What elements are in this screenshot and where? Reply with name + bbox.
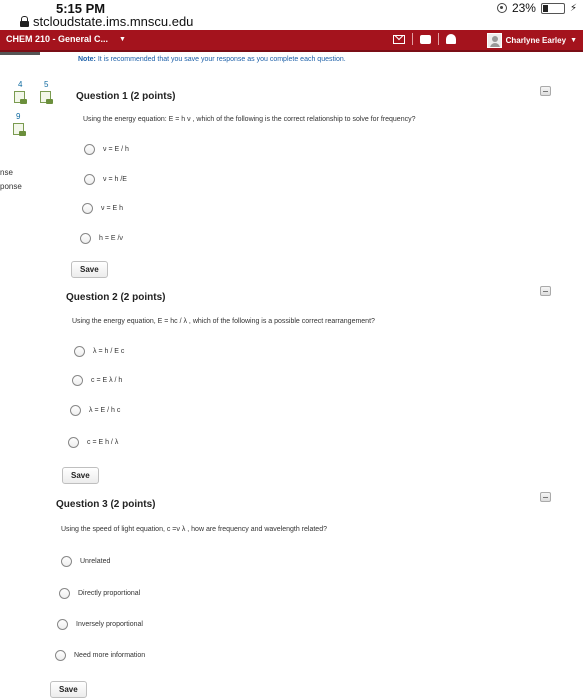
update-alerts-icon[interactable]: [446, 34, 456, 44]
option-label: λ = E / h c: [89, 407, 121, 414]
question-2-text: Using the energy equation, E = hc / λ , which of the following is a possible correct rearrangement?: [72, 318, 375, 325]
battery-percent: 23%: [511, 1, 536, 15]
question-1-option-3[interactable]: [82, 203, 123, 214]
question-3-option-1[interactable]: [61, 556, 110, 567]
app-header: [0, 30, 583, 52]
divider: [412, 33, 413, 45]
clock: 5:15 PM: [56, 1, 106, 16]
radio-button[interactable]: [55, 650, 66, 661]
question-nav-number[interactable]: 9: [16, 112, 21, 121]
charging-icon: ⚡: [569, 2, 577, 14]
question-title: Question 3: [56, 499, 108, 510]
url-text: stcloudstate.ims.mnscu.edu: [33, 14, 194, 29]
option-label: ν = E / h: [103, 146, 129, 153]
question-1-text: Using the energy equation: E = h ν , which of the following is the correct relationship to solve for frequency?: [83, 116, 416, 123]
question-points: (2 points): [130, 91, 176, 102]
radio-button[interactable]: [82, 203, 93, 214]
save-question-3-button[interactable]: Save: [50, 681, 87, 698]
option-label: c = E h / λ: [87, 439, 119, 446]
collapse-question-icon[interactable]: [540, 492, 551, 502]
radio-button[interactable]: [68, 437, 79, 448]
radio-button[interactable]: [70, 405, 81, 416]
user-name: Charlyne Earley: [505, 36, 567, 45]
subscription-alerts-icon[interactable]: [420, 35, 431, 44]
saved-question-icon[interactable]: [40, 91, 51, 103]
collapse-question-icon[interactable]: [540, 286, 551, 296]
header-icons: [393, 33, 456, 45]
question-points: (2 points): [120, 292, 166, 303]
question-3-option-2[interactable]: [59, 588, 140, 599]
saved-question-icon[interactable]: [14, 91, 25, 103]
radio-button[interactable]: [84, 144, 95, 155]
question-title: Question 2: [66, 292, 118, 303]
status-indicators: [497, 1, 577, 15]
save-note: [78, 56, 346, 63]
status-bar: [0, 0, 583, 28]
question-nav-number[interactable]: 5: [44, 80, 49, 89]
save-question-2-button[interactable]: Save: [62, 467, 99, 484]
course-title: CHEM 210 - General C...: [6, 34, 109, 44]
message-alerts-icon[interactable]: [393, 35, 405, 44]
question-2-option-4[interactable]: [68, 437, 118, 448]
option-label: Need more information: [74, 652, 146, 659]
side-text-fragment: ponse: [0, 182, 22, 191]
option-label: ν = h /E: [103, 176, 127, 183]
question-nav-number[interactable]: 4: [18, 80, 23, 89]
question-3-option-3[interactable]: [57, 619, 143, 630]
battery-icon: [541, 3, 565, 14]
course-selector[interactable]: [6, 34, 126, 44]
radio-button[interactable]: [74, 346, 85, 357]
radio-button[interactable]: [80, 233, 91, 244]
side-text-fragment: nse: [0, 168, 13, 177]
saved-indicator: [0, 52, 40, 55]
chevron-down-icon: ▼: [119, 35, 126, 43]
radio-button[interactable]: [61, 556, 72, 567]
question-2-option-2[interactable]: [72, 375, 122, 386]
chevron-down-icon: ▼: [570, 37, 577, 44]
divider: [438, 33, 439, 45]
question-title: Question 1: [76, 91, 128, 102]
option-label: λ = h / E c: [93, 348, 125, 355]
user-menu[interactable]: [487, 33, 577, 48]
note-label: Note:: [78, 56, 96, 63]
question-1-option-4[interactable]: [80, 233, 123, 244]
note-text: It is recommended that you save your response as you complete each question.: [97, 56, 346, 63]
question-1-title: [76, 91, 175, 102]
option-label: Unrelated: [80, 558, 111, 565]
radio-button[interactable]: [59, 588, 70, 599]
orientation-lock-icon: [497, 3, 507, 13]
question-3-title: [56, 499, 155, 510]
radio-button[interactable]: [57, 619, 68, 630]
collapse-question-icon[interactable]: [540, 86, 551, 96]
question-3-option-4[interactable]: [55, 650, 145, 661]
lock-icon: [20, 16, 29, 27]
save-question-1-button[interactable]: Save: [71, 261, 108, 278]
saved-question-icon[interactable]: [13, 123, 24, 135]
option-label: Inversely proportional: [76, 621, 143, 628]
question-1-option-2[interactable]: [84, 174, 127, 185]
question-2-option-3[interactable]: [70, 405, 120, 416]
question-3-text: Using the speed of light equation, c =ν λ , how are frequency and wavelength related?: [61, 526, 327, 533]
radio-button[interactable]: [84, 174, 95, 185]
option-label: Directly proportional: [78, 590, 141, 597]
question-2-title: [66, 292, 165, 303]
address-bar[interactable]: [20, 14, 193, 29]
option-label: h = E /ν: [99, 235, 123, 242]
radio-button[interactable]: [72, 375, 83, 386]
option-label: ν = E h: [101, 205, 123, 212]
option-label: c = E λ / h: [91, 377, 123, 384]
question-points: (2 points): [110, 499, 156, 510]
avatar: [487, 33, 502, 48]
question-2-option-1[interactable]: [74, 346, 124, 357]
question-1-option-1[interactable]: [84, 144, 129, 155]
